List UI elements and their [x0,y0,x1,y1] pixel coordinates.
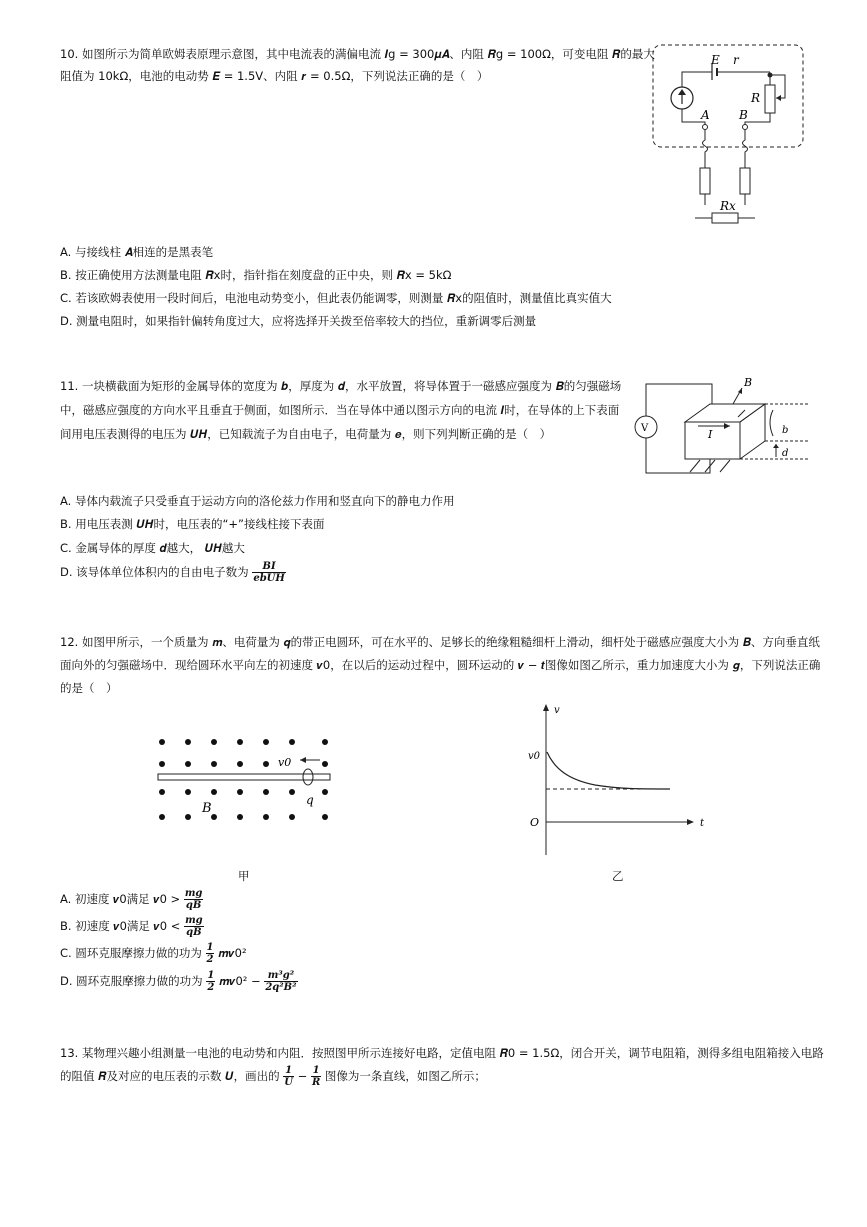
fraction-numerator: BI [252,561,286,573]
label-r: r [733,53,739,67]
q11-stem-line3: 间用电压表测得的电压为 𝑼𝑯，已知载流子为自由电子，电荷量为 𝒆，则下列判断正确的是（ ） [60,427,552,441]
q12-option-b-text: B. 初速度 𝒗0满足 𝒗0 < [60,919,181,933]
fraction-denominator: 2q²B² [265,982,297,993]
label-v0: v0 [278,756,292,769]
q11-stem-line2: 中，磁感应强度的方向水平且垂直于侧面，如图所示．当在导体中通以图示方向的电流 𝑰时，在导体的上下表面 [60,403,620,417]
q11-stem-line1: 11. 一块横截面为矩形的金属导体的宽度为 𝒃，厚度为 𝒅，水平放置，将导体置于一磁感应强度为 𝑩的匀强磁场 [60,379,622,393]
fraction-numerator: 1 [206,942,214,953]
q11-hall-effect-figure [630,374,815,484]
variable-resistor-R [765,85,775,113]
tick-label-v0: v0 [528,751,541,762]
q12-option-d-tail: 𝒎𝒗0² − [218,974,261,988]
label-E: E [711,53,720,67]
q12-stem-line3: 的是（ ） [60,681,118,695]
label-q: q [306,793,314,807]
q13-stem-line2 [60,1062,486,1090]
origin-label: O [530,816,540,829]
fraction-denominator: qB [185,900,202,911]
one-over-R [311,1065,321,1088]
q12-option-c-tail: 𝒎𝒗0² [218,946,247,960]
fraction-numerator: 1 [312,1065,320,1076]
q12-option-c [60,939,247,967]
q11-option-d-fraction [252,561,286,584]
label-B: B [739,108,748,122]
axis-label-t: t [700,818,705,829]
fraction-numerator: 1 [285,1065,293,1076]
q12-stem-line2: 面向外的匀强磁场中．现给圆环水平向左的初速度 𝒗0，在以后的运动过程中，圆环运动的 𝒗 − 𝒕图像如图乙所示，重力加速度大小为 𝒈，下列说法正确 [60,658,821,672]
q13-stem-line2-head: 的阻值 𝑹及对应的电压表的示数 𝑼，画出的 [60,1069,280,1083]
q12-figure-jia [150,730,340,830]
q12-option-b-fraction [184,915,204,938]
q10-ohmmeter-figure [645,40,810,230]
label-R: R [751,91,761,105]
insulating-rod [158,774,330,780]
q10-option-b: B. 按正确使用方法测量电阻 𝑹x时，指针指在刻度盘的正中央，则 𝑹x = 5kΩ [60,268,452,282]
q11-option-d [60,557,286,587]
fraction-denominator: 2 [207,982,215,993]
minus-sign: − [297,1069,308,1083]
fraction-denominator: 2 [206,954,214,965]
q10-option-d: D. 测量电阻时，如果指针偏转角度过大，应将选择开关拨至倍率较大的挡位，重新调零后测量 [60,314,537,328]
label-Rx: Rx [720,199,736,213]
q10-stem-line1: 10. 如图所示为简单欧姆表原理示意图，其中电流表的满偏电流 𝑰g = 300𝝁𝑨、内阻 𝑹g = 100Ω，可变电阻 𝑹的最大 [60,47,655,61]
fraction-denominator: ebUH [253,573,285,584]
label-V: V [641,423,649,434]
q10-stem-line2: 阻值为 10kΩ，电池的电动势 𝑬 = 1.5V、内阻 𝒓 = 0.5Ω，下列说法正确的是（ ） [60,69,489,83]
label-d: d [782,448,789,459]
q12-option-c-text: C. 圆环克服摩擦力做的功为 [60,946,202,960]
label-I: I [708,428,713,441]
q12-option-b [60,912,204,940]
resistor-Rx [712,213,738,223]
axis-label-v: v [554,705,560,716]
q12-option-d-text: D. 圆环克服摩擦力做的功为 [60,974,203,988]
q10-option-a: A. 与接线柱 𝑨相连的是黑表笔 [60,245,214,259]
fraction-denominator: U [284,1077,293,1088]
q12-option-d-fraction [264,970,297,993]
q10-option-c: C. 若该欧姆表使用一段时间后，电池电动势变小，但此表仍能调零，则测量 𝑹x的阻值时，测量值比真实值大 [60,291,612,305]
q12-vt-graph [520,700,710,860]
q13-stem-line2-tail: 图像为一条直线，如图乙所示； [324,1069,486,1083]
fraction-numerator: 1 [207,970,215,981]
fraction-numerator: mg [185,915,203,926]
q12-option-d [60,966,298,996]
label-B: B [744,376,753,389]
q12-option-a-text: A. 初速度 𝒗0满足 𝒗0 > [60,892,181,906]
label-b: b [782,425,789,436]
label-A: A [701,108,710,122]
q11-option-b: B. 用电压表测 𝑼𝑯时，电压表的“+”接线柱接下表面 [60,517,325,531]
q12-caption-jia: 甲 [238,869,250,883]
q12-caption-yi: 乙 [612,869,624,883]
fraction-denominator: R [311,1077,321,1088]
half-fraction [206,970,215,993]
q12-stem-line1: 12. 如图甲所示，一个质量为 𝒎、电荷量为 𝒒的带正电圆环，可在水平的、足够长的绝缘粗糙细杆上滑动，细杆处于磁感应强度大小为 𝑩、方向垂直纸 [60,635,820,649]
label-B: B [202,801,212,816]
q12-option-a [60,885,203,913]
fraction-numerator: m³g² [264,970,297,982]
vt-curve [547,752,670,789]
q11-option-a: A. 导体内载流子只受垂直于运动方向的洛伦兹力作用和竖直向下的静电力作用 [60,494,455,508]
q11-option-c: C. 金属导体的厚度 𝒅越大， 𝑼𝑯越大 [60,541,245,555]
q11-option-d-text: D. 该导体单位体积内的自由电子数为 [60,565,249,579]
fraction-numerator: mg [184,888,203,899]
q13-stem-line1: 13. 某物理兴趣小组测量一电池的电动势和内阻．按照图甲所示连接好电路，定值电阻 𝑹0 = 1.5Ω，闭合开关，调节电阻箱，测得多组电阻箱接入电路 [60,1046,824,1060]
one-over-U [283,1065,294,1088]
half-fraction [206,942,215,965]
fraction-denominator: qB [186,927,202,938]
q12-option-a-fraction [184,888,204,911]
